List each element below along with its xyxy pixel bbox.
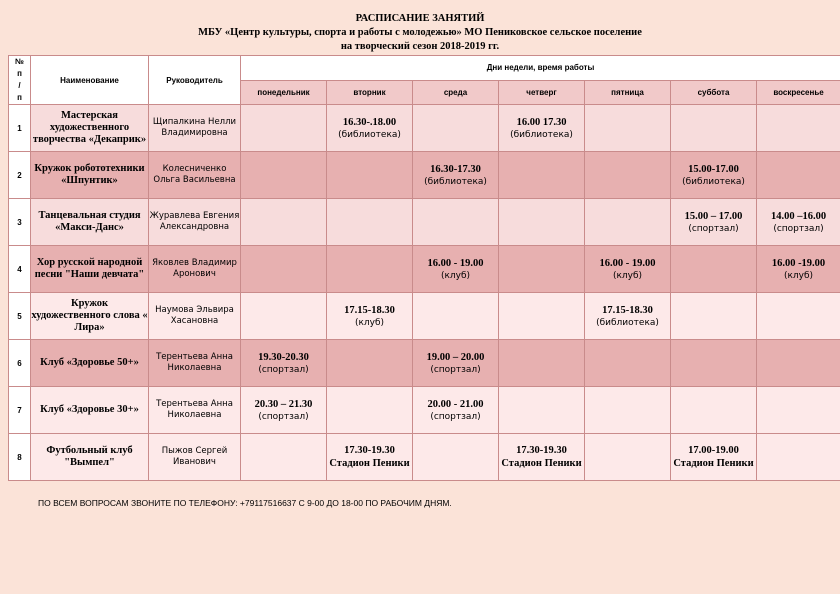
cell-place: (спортзал) — [430, 411, 481, 422]
schedule-cell — [499, 105, 585, 152]
schedule-cell — [757, 387, 840, 434]
cell-time: 16.30-.18.00 — [342, 116, 397, 128]
schedule-cell — [241, 340, 327, 387]
schedule-cell — [671, 387, 757, 434]
cell-time: 20.30 – 21.30 — [254, 398, 313, 410]
header-day: понедельник — [241, 80, 327, 105]
schedule-cell — [327, 387, 413, 434]
cell-place: (спортзал) — [430, 364, 481, 375]
schedule-cell — [413, 387, 499, 434]
schedule-cell — [327, 293, 413, 340]
cell-place: (библиотека) — [510, 129, 573, 140]
schedule-cell — [413, 199, 499, 246]
schedule-cell — [585, 105, 671, 152]
schedule-cell — [327, 340, 413, 387]
row-number: 8 — [9, 434, 31, 481]
table-row — [9, 152, 840, 199]
header-leader: Руководитель — [149, 56, 241, 105]
activity-name: Хор русской народной песни "Наши девчата" — [31, 246, 149, 293]
schedule-cell — [757, 293, 840, 340]
schedule-cell — [585, 152, 671, 199]
schedule-cell — [757, 152, 840, 199]
row-number: 1 — [9, 105, 31, 152]
table-row — [9, 199, 840, 246]
activity-name: Клуб «Здоровье 50+» — [31, 340, 149, 387]
cell-time: 14.00 –16.00 — [770, 210, 827, 222]
schedule-cell — [757, 105, 840, 152]
schedule-cell — [671, 293, 757, 340]
header-number: № п / п — [9, 56, 31, 105]
schedule-cell — [327, 246, 413, 293]
cell-time: 17.15-18.30 — [344, 304, 395, 316]
cell-time: 20.00 - 21.00 — [427, 398, 484, 410]
schedule-cell — [499, 152, 585, 199]
schedule-cell — [499, 293, 585, 340]
schedule-cell — [241, 434, 327, 481]
schedule-cell — [585, 246, 671, 293]
cell-time: 16.00 -19.00 — [771, 257, 826, 269]
schedule-cell — [413, 434, 499, 481]
schedule-cell — [413, 105, 499, 152]
cell-place: (спортзал) — [688, 223, 739, 234]
header-day: четверг — [499, 80, 585, 105]
activity-leader: Яковлев Владимир Аронович — [149, 246, 241, 293]
cell-time: 15.00-17.00 — [688, 163, 739, 175]
schedule-cell — [671, 340, 757, 387]
cell-time: 16.00 - 19.00 — [427, 257, 484, 269]
schedule-cell — [241, 293, 327, 340]
row-number: 5 — [9, 293, 31, 340]
activity-name: Танцевальная студия «Макси-Данс» — [31, 199, 149, 246]
schedule-cell — [671, 105, 757, 152]
schedule-cell — [585, 340, 671, 387]
cell-time: 16.00 - 19.00 — [599, 257, 656, 269]
schedule-cell — [671, 199, 757, 246]
table-row — [9, 434, 840, 481]
schedule-cell — [327, 152, 413, 199]
row-number: 7 — [9, 387, 31, 434]
cell-place: (библиотека) — [424, 176, 487, 187]
cell-place: (спортзал) — [258, 411, 309, 422]
cell-stadium: Стадион Пеники — [501, 458, 582, 469]
table-row — [9, 340, 840, 387]
table-row — [9, 293, 840, 340]
header-days: Дни недели, время работы — [241, 56, 840, 81]
header-day: воскресенье — [757, 80, 840, 105]
cell-time: 17.15-18.30 — [602, 304, 653, 316]
activity-name: Кружок робототехники «Шпунтик» — [31, 152, 149, 199]
schedule-cell — [757, 199, 840, 246]
schedule-cell — [499, 434, 585, 481]
activity-leader: Пыжов Сергей Иванович — [149, 434, 241, 481]
cell-place: (клуб) — [354, 317, 385, 328]
schedule-cell — [241, 199, 327, 246]
schedule-cell — [499, 387, 585, 434]
activity-leader: Колесниченко Ольга Васильевна — [149, 152, 241, 199]
cell-place: (библиотека) — [596, 317, 659, 328]
activity-name: Клуб «Здоровье 30+» — [31, 387, 149, 434]
row-number: 3 — [9, 199, 31, 246]
table-row — [9, 105, 840, 152]
schedule-cell — [671, 152, 757, 199]
cell-time: 16.00 17.30 — [516, 116, 567, 128]
cell-time: 15.00 – 17.00 — [684, 210, 743, 222]
cell-place: (клуб) — [440, 270, 471, 281]
cell-place: (клуб) — [783, 270, 814, 281]
schedule-cell — [241, 152, 327, 199]
schedule-cell — [327, 105, 413, 152]
page-header — [0, 12, 840, 54]
schedule-cell — [671, 434, 757, 481]
schedule-cell — [499, 340, 585, 387]
schedule-cell — [413, 293, 499, 340]
schedule-cell — [757, 246, 840, 293]
cell-stadium: Стадион Пеники — [673, 458, 754, 469]
schedule-cell — [327, 199, 413, 246]
schedule-cell — [241, 246, 327, 293]
schedule-cell — [413, 152, 499, 199]
schedule-cell — [671, 246, 757, 293]
schedule-cell — [413, 246, 499, 293]
schedule-cell — [757, 340, 840, 387]
cell-place: (библиотека) — [682, 176, 745, 187]
schedule-cell — [499, 246, 585, 293]
header-day: среда — [413, 80, 499, 105]
schedule-cell — [241, 105, 327, 152]
schedule-cell — [499, 199, 585, 246]
cell-time: 19.30-20.30 — [258, 351, 309, 363]
cell-time: 19.00 – 20.00 — [426, 351, 485, 363]
cell-place: (спортзал) — [258, 364, 309, 375]
header-day: суббота — [671, 80, 757, 105]
activity-leader: Щипалкина Нелли Владимировна — [149, 105, 241, 152]
activity-leader: Терентьева Анна Николаевна — [149, 340, 241, 387]
activity-leader: Наумова Эльвира Хасановна — [149, 293, 241, 340]
schedule-cell — [757, 434, 840, 481]
table-row — [9, 387, 840, 434]
activity-leader: Журавлева Евгения Александровна — [149, 199, 241, 246]
row-number: 4 — [9, 246, 31, 293]
cell-time: 17.00-19.00 — [688, 445, 739, 456]
table-row — [9, 246, 840, 293]
schedule-cell — [585, 387, 671, 434]
header-organization: МБУ «Центр культуры, спорта и работы с молодежью» МО Пениковское сельское поселение — [198, 27, 642, 38]
schedule-table — [8, 55, 840, 481]
footer-contact: ПО ВСЕМ ВОПРОСАМ ЗВОНИТЕ ПО ТЕЛЕФОНУ: +79117516637 С 9-00 ДО 18-00 ПО РАБОЧИМ ДНЯМ. — [38, 498, 452, 508]
activity-name: Кружок художественного слова « Лира» — [31, 293, 149, 340]
cell-time: 17.30-19.30 — [516, 445, 567, 456]
header-name: Наименование — [31, 56, 149, 105]
activity-leader: Терентьева Анна Николаевна — [149, 387, 241, 434]
cell-place: (спортзал) — [773, 223, 824, 234]
cell-place: (клуб) — [612, 270, 643, 281]
schedule-cell — [585, 293, 671, 340]
row-number: 6 — [9, 340, 31, 387]
header-day: пятница — [585, 80, 671, 105]
header-season: на творческий сезон 2018-2019 гг. — [340, 41, 500, 52]
activity-name: Футбольный клуб "Вымпел" — [31, 434, 149, 481]
schedule-cell — [327, 434, 413, 481]
header-day: вторник — [327, 80, 413, 105]
schedule-cell — [585, 434, 671, 481]
cell-time: 17.30-19.30 — [344, 445, 395, 456]
cell-time: 16.30-17.30 — [430, 163, 481, 175]
cell-place: (библиотека) — [338, 129, 401, 140]
schedule-cell — [413, 340, 499, 387]
schedule-cell — [241, 387, 327, 434]
header-title: РАСПИСАНИЕ ЗАНЯТИЙ — [355, 13, 485, 24]
activity-name: Мастерская художественного творчества «Декаприк» — [31, 105, 149, 152]
schedule-cell — [585, 199, 671, 246]
cell-stadium: Стадион Пеники — [329, 458, 410, 469]
row-number: 2 — [9, 152, 31, 199]
